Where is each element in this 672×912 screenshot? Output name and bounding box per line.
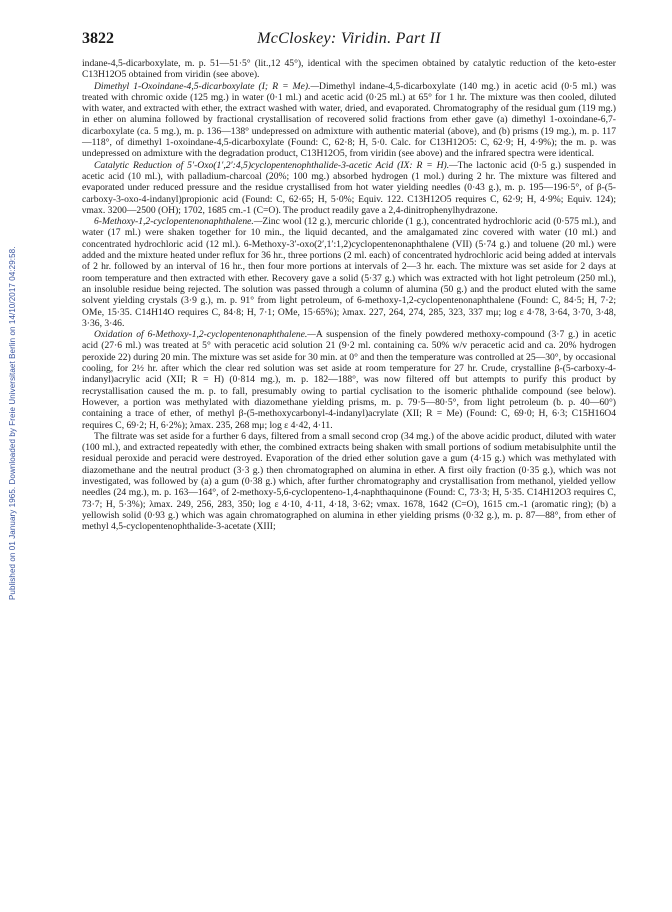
paragraph-dimethyl-oxoindane [82,81,616,160]
paragraph-oxidation [82,329,616,431]
side-note-text: Published on 01 January 1965. Downloaded by Freie Universitaet Berlin on 14/10/2017 04:29:58. [8,246,17,600]
paragraph-heading: Oxidation of 6-Methoxy-1,2-cyclopentenonaphthalene.— [94,329,316,341]
paragraph-text: indane-4,5-dicarboxylate, m. p. 51—51·5° (lit.,12 45°), identical with the specimen obtained by catalytic reduction of the keto-ester C13H12O5 obtained from viridin (see above). [82,58,616,81]
paragraph-filtrate [82,431,616,533]
paragraph-heading: 6-Methoxy-1,2-cyclopentenonaphthalene.— [94,216,263,228]
publication-side-note [8,150,22,600]
paragraph-text: Dimethyl indane-4,5-dicarboxylate (140 mg.) in acetic acid (0·5 ml.) was treated with chromic oxide (125 mg.) in water (0·1 ml.) and acetic acid (0·25 ml.) at 65° for 1 hr. The mixture was then cooled, diluted with water, and extracted with ether, the extract washed with water, dried, and evaporated. Chromatography of the residual gum (119 mg.) in ether on alumina followed by fractional crystallisation of recovered solid fractions from ether gave (a) dimethyl 1-oxoindane-6,7-dicarboxylate (ca. 5 mg.), m. p. 136—138° undepressed on admixture with authentic material (above), and (b) prisms (19 mg.), m. p. 117—118°, of dimethyl 1-oxoindane-4,5-dicarboxylate (Found: C, 62·8; H, 5·0. Calc. for C13H12O5: C, 62·9; H, 4·9%); the m. p. was undepressed on admixture with the degradation product, C13H12O5, from viridin (see above) and the infrared spectra were identical. [82,80,616,160]
paragraph-text: A suspension of the finely powdered methoxy-compound (3·7 g.) in acetic acid (27·6 ml.) was treated at 5° with peracetic acid solution 21 (9·2 ml. containing ca. 50% w/v peracetic acid and ca. 20% hydrogen peroxide 22) during 20 min. The mixture was set aside for 30 min. at 0° and then the temperature was controlled at 25—30°, by occasional cooling, for 2½ hr. after which the clear red solution was set aside at room temperature for 27 hr. Crude, crystalline β-(5-carboxy-4-indanyl)acrylic acid (XII; R = H) (0·814 mg.), m. p. 182—188°, was now filtered off but attempts to purify this product by recrystallisation caused the m. p. to fall, presumably owing to partial cyclisation to the isomeric phthalide compound (see below). However, a portion was methylated with diazomethane yielding prisms, m. p. 79·5—80·5°, from light petroleum (b. p. 40—60°) containing a trace of ether, of methyl β-(5-methoxycarbonyl-4-indanyl)acrylate (XII; R = Me) (Found: C, 69·0; H, 6·3; C15H16O4 requires C, 69·2; H, 6·2%); λmax. 235, 268 mμ; log ε 4·42, 4·11. [82,329,616,431]
paragraph-methoxy-cyclopentenonaphthalene [82,216,616,329]
paragraph-catalytic-reduction [82,160,616,216]
paragraph-text: Zinc wool (12 g.), mercuric chloride (1 g.), concentrated hydrochloric acid (0·575 ml.), and water (17 ml.) were shaken together for 10 min., the liquid decanted, and the amalgamated zinc covered with water (10 ml.) and concentrated hydrochloric acid (12 ml.). 6-Methoxy-3′-oxo(2′,1′:1,2)cyclopentenonaphthalene (VII) (5·74 g.) and toluene (20 ml.) were added and the mixture heated under reflux for 36 hr., three portions (2 ml. each) of concentrated hydrochloric acid being added at intervals of 2 hr. followed by an interval of 16 hr., then four more portions at intervals of 2—3 hr. each. The mixture was set aside for 2 days at room temperature and then extracted with ether. Recovery gave a solid (5·37 g.) which was extracted with hot light petroleum (250 ml.), an insoluble residue being rejected. The solution was passed through a column of alumina (50 g.) and the product eluted with the same solvent yielding crystals (3·9 g.), m. p. 91° from light petroleum, of 6-methoxy-1,2-cyclopentenonaphthalene (Found: C, 84·5; H, 7·2; OMe, 15·35. C14H14O requires C, 84·8; H, 7·1; OMe, 15·65%); λmax. 227, 264, 274, 285, 323, 337 mμ; log ε 4·78, 3·64, 3·70, 3·48, 3·36, 3·46. [82,216,616,329]
paragraph-text: The filtrate was set aside for a further 6 days, filtered from a small second crop (34 mg.) of the above acidic product, diluted with water (100 ml.), and extracted repeatedly with ether, the combined extracts being shaken with small portions of sodium metabisulphite until the residual peroxide and peracid were destroyed. Evaporation of the dried ether solution gave a gum (4·15 g.) which was methylated with diazomethane and the neutral product (3·3 g.) then chromatographed on alumina in ether. A first oily fraction (0·35 g.), which was not investigated, was followed by (a) a gum (0·38 g.) which, after further chromatography and crystallisation from methanol, yielded yellow needles (24 mg.), m. p. 163—164°, of 2-methoxy-5,6-cyclopenteno-1,4-naphthaquinone (Found: C, 73·3; H, 5·35. C14H12O3 requires C, 73·7; H, 5·3%); λmax. 249, 256, 283, 350; log ε 4·10, 4·11, 4·18, 3·62; νmax. 1678, 1642 (C=O), 1615 cm.-1 (aromatic ring); (b) a yellowish solid (0·93 g.) which was again chromatographed on alumina in ether yielding prisms (0·32 g.), m. p. 87—88°, from ether of methyl 4,5-cyclopentenophthalide-3-acetate (XIII; [82,430,616,533]
page-header [82,30,616,52]
paragraph-heading: Dimethyl 1-Oxoindane-4,5-dicarboxylate (I; R = Me).— [94,80,320,92]
paragraph-text: The lactonic acid (0·5 g.) suspended in acetic acid (10 ml.), with palladium-charcoal (20%; 100 mg.) absorbed hydrogen (1 mol.) during 2 hr. The mixture was filtered and evaporated under reduced pressure and the residue crystallised from hot water yielding needles (0·43 g.), m. p. 195—196·5°, of β-(5-carboxy-3-oxo-4-indanyl)propionic acid (Found: C, 62·65; H, 5·0%; Equiv. 122. C13H12O5 requires C, 62·9; H, 4·9%; Equiv. 124); νmax. 3200—2500 (OH); 1702, 1685 cm.-1 (C=O). The product readily gave a 2,4-dinitrophenylhydrazone. [82,159,616,216]
paragraph-continuation [82,58,616,81]
article-body [82,58,616,532]
running-title: McCloskey: Viridin. Part II [257,30,441,47]
paragraph-heading: Catalytic Reduction of 5′-Oxo(1′,2′:4,5)cyclopentenophthalide-3-acetic Acid (IX: R = H).— [94,159,458,171]
page-number: 3822 [82,30,114,47]
